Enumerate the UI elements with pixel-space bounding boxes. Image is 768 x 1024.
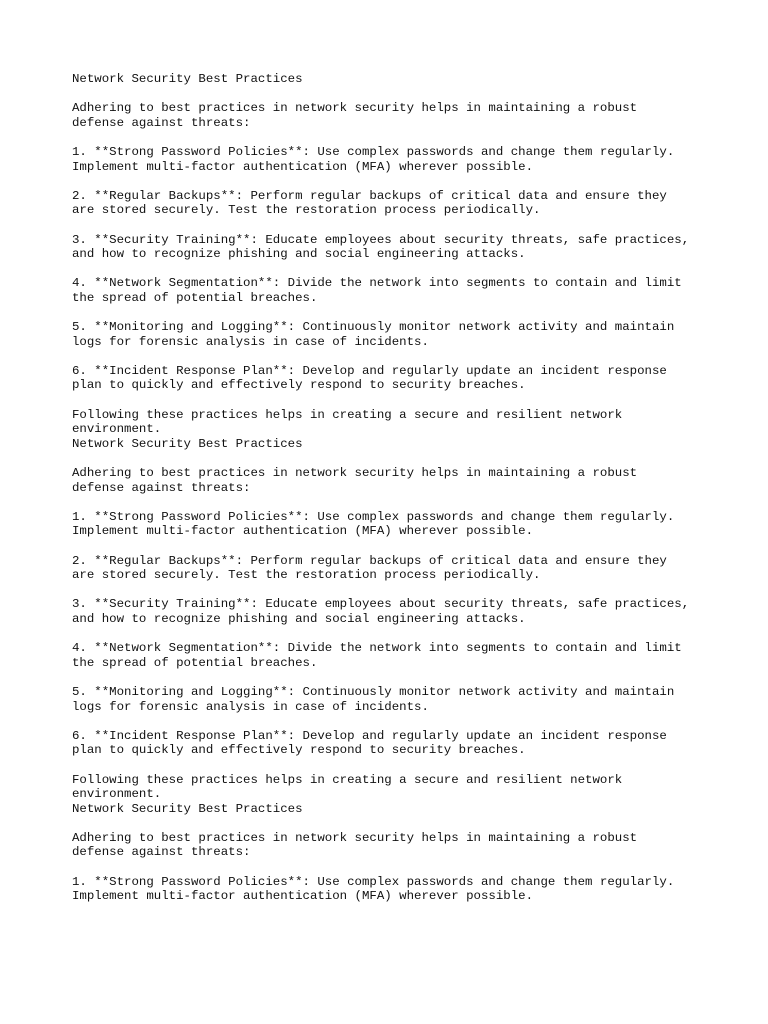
list-item xyxy=(72,145,712,174)
list-item xyxy=(72,233,712,262)
paragraph-gap xyxy=(72,670,712,685)
text-line: Network Security Best Practices xyxy=(72,436,303,451)
text-line: Network Security Best Practices xyxy=(72,72,303,86)
list-item xyxy=(72,189,712,218)
paragraph-gap xyxy=(72,714,712,729)
text-line: are stored securely. Test the restoration process periodically. xyxy=(72,203,541,218)
paragraph-gap xyxy=(72,349,712,364)
text-line: and how to recognize phishing and social engineering attacks. xyxy=(72,247,526,262)
paragraph-gap xyxy=(72,583,712,598)
text-line: 1. **Strong Password Policies**: Use complex passwords and change them regularly. xyxy=(72,144,675,159)
paragraph xyxy=(72,408,712,452)
list-item xyxy=(72,729,712,758)
text-line: Implement multi-factor authentication (MFA) wherever possible. xyxy=(72,889,534,904)
text-line: Adhering to best practices in network security helps in maintaining a robust xyxy=(72,101,638,116)
text-line: 4. **Network Segmentation**: Divide the network into segments to contain and limit xyxy=(72,276,682,291)
paragraph-gap xyxy=(72,262,712,277)
text-line: are stored securely. Test the restoration process periodically. xyxy=(72,568,541,583)
text-line: and how to recognize phishing and social engineering attacks. xyxy=(72,611,526,626)
list-item xyxy=(72,276,712,305)
text-line: Network Security Best Practices xyxy=(72,801,303,816)
list-item xyxy=(72,875,712,904)
text-line: defense against threats: xyxy=(72,480,251,495)
paragraph xyxy=(72,466,712,495)
text-line: Adhering to best practices in network security helps in maintaining a robust xyxy=(72,466,638,481)
text-line: defense against threats: xyxy=(72,845,251,860)
paragraph-gap xyxy=(72,451,712,466)
text-line: 4. **Network Segmentation**: Divide the network into segments to contain and limit xyxy=(72,641,682,656)
document-body xyxy=(72,72,712,904)
text-line: environment. xyxy=(72,422,162,437)
list-item xyxy=(72,597,712,626)
text-line: 3. **Security Training**: Educate employees about security threats, safe practices, xyxy=(72,597,690,612)
list-item xyxy=(72,554,712,583)
text-line: logs for forensic analysis in case of incidents. xyxy=(72,699,429,714)
paragraph-gap xyxy=(72,218,712,233)
text-line: Adhering to best practices in network security helps in maintaining a robust xyxy=(72,830,638,845)
paragraph-gap xyxy=(72,495,712,510)
paragraph xyxy=(72,773,712,817)
text-line: the spread of potential breaches. xyxy=(72,290,318,305)
paragraph-gap xyxy=(72,306,712,321)
paragraph xyxy=(72,101,712,130)
paragraph xyxy=(72,831,712,860)
paragraph-gap xyxy=(72,860,712,875)
paragraph-gap xyxy=(72,393,712,408)
list-item xyxy=(72,641,712,670)
text-line: Implement multi-factor authentication (MFA) wherever possible. xyxy=(72,524,534,539)
text-line: Following these practices helps in creating a secure and resilient network xyxy=(72,772,623,787)
list-item xyxy=(72,510,712,539)
paragraph-gap xyxy=(72,87,712,102)
text-line: 2. **Regular Backups**: Perform regular backups of critical data and ensure they xyxy=(72,188,667,203)
paragraph-gap xyxy=(72,627,712,642)
text-line: Following these practices helps in creating a secure and resilient network xyxy=(72,407,623,422)
paragraph-gap xyxy=(72,816,712,831)
text-line: defense against threats: xyxy=(72,115,251,130)
paragraph-gap xyxy=(72,758,712,773)
text-line: 5. **Monitoring and Logging**: Continuously monitor network activity and maintain xyxy=(72,320,675,335)
paragraph-gap xyxy=(72,174,712,189)
text-line: 5. **Monitoring and Logging**: Continuously monitor network activity and maintain xyxy=(72,684,675,699)
text-line: the spread of potential breaches. xyxy=(72,655,318,670)
text-line: 3. **Security Training**: Educate employees about security threats, safe practices, xyxy=(72,232,690,247)
list-item xyxy=(72,685,712,714)
text-line: 1. **Strong Password Policies**: Use complex passwords and change them regularly. xyxy=(72,874,675,889)
text-line: plan to quickly and effectively respond to security breaches. xyxy=(72,743,526,758)
paragraph-gap xyxy=(72,130,712,145)
text-line: logs for forensic analysis in case of incidents. xyxy=(72,334,429,349)
text-line: plan to quickly and effectively respond to security breaches. xyxy=(72,378,526,393)
paragraph-gap xyxy=(72,539,712,554)
text-line: 1. **Strong Password Policies**: Use complex passwords and change them regularly. xyxy=(72,509,675,524)
text-line: 2. **Regular Backups**: Perform regular backups of critical data and ensure they xyxy=(72,553,667,568)
list-item xyxy=(72,320,712,349)
document-title xyxy=(72,72,712,87)
text-line: 6. **Incident Response Plan**: Develop and regularly update an incident response xyxy=(72,728,667,743)
text-line: 6. **Incident Response Plan**: Develop and regularly update an incident response xyxy=(72,363,667,378)
list-item xyxy=(72,364,712,393)
text-line: environment. xyxy=(72,787,162,802)
text-line: Implement multi-factor authentication (MFA) wherever possible. xyxy=(72,159,534,174)
